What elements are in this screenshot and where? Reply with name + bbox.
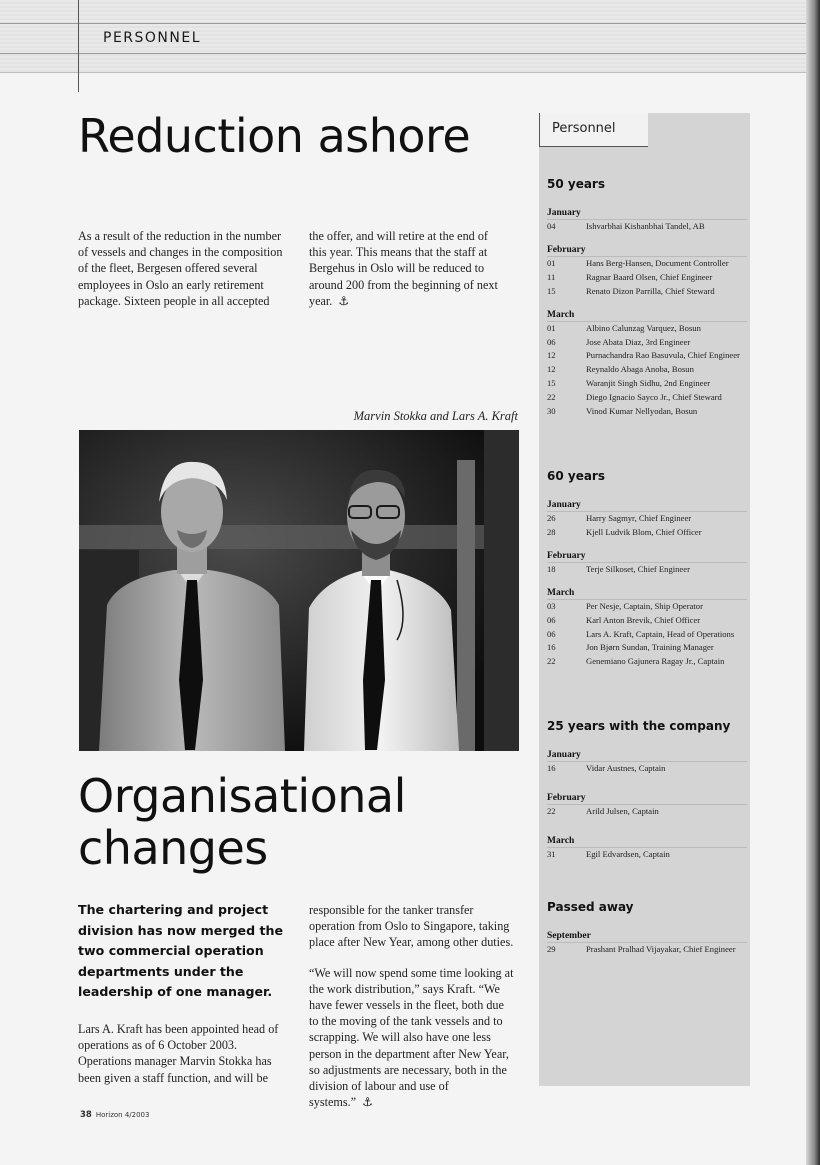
name: Terje Silkoset, Chief Engineer: [586, 563, 690, 574]
name: Albino Calunzag Varquez, Bosun: [586, 322, 701, 333]
day: 03: [547, 600, 556, 611]
sidebar-month: February: [547, 244, 586, 255]
sidebar-rows: [547, 256, 747, 299]
day: 30: [547, 406, 556, 417]
sidebar-rows: [547, 847, 747, 862]
list-item: [547, 563, 747, 577]
article1-column-1: [78, 228, 290, 323]
list-item: [547, 641, 747, 655]
day: 15: [547, 378, 556, 389]
sidebar-month: January: [547, 500, 581, 510]
list-item: [547, 285, 747, 299]
day: 26: [547, 513, 556, 523]
list-item: [547, 336, 747, 350]
sidebar-month: September: [547, 931, 591, 941]
list-item: [547, 655, 747, 669]
day: 12: [547, 350, 556, 361]
list-item: [547, 271, 747, 285]
sidebar-title: Personnel: [552, 121, 616, 136]
sidebar-section-heading: 60 years: [547, 469, 605, 483]
sidebar-rows: [547, 599, 747, 670]
article1-paragraph-2: the offer, and will retire at the end of this year. This means that the staff at Bergehus in Oslo will be reduced to around 200 from the beginning of next year. ⚓: [309, 229, 498, 308]
day: 06: [547, 628, 556, 639]
page-edge-shadow: [806, 0, 820, 1165]
sidebar-section-60-years: [547, 469, 747, 679]
header-rule-bottom: [0, 53, 806, 54]
name: Harry Sagmyr, Chief Engineer: [586, 513, 692, 523]
list-item: [547, 943, 747, 957]
list-item: [547, 762, 747, 776]
list-item: [547, 512, 747, 526]
day: 12: [547, 364, 556, 375]
sidebar-month: January: [547, 750, 581, 760]
list-item: [547, 257, 747, 271]
name: Jose Abata Diaz, 3rd Engineer: [586, 336, 691, 347]
sidebar-rows: [547, 219, 747, 234]
day: 11: [547, 271, 556, 282]
name: Renato Dizon Parrilla, Chief Steward: [586, 285, 715, 296]
sidebar-section-passed-away: [547, 900, 747, 967]
sidebar-month: February: [547, 550, 586, 561]
name: Reynaldo Abaga Anoba, Bosun: [586, 364, 694, 375]
photo-illustration: [79, 430, 519, 751]
list-item: [547, 614, 747, 628]
sidebar-section-heading: Passed away: [547, 900, 634, 914]
name: Vinod Kumar Nellyodan, Bosun: [586, 406, 698, 417]
header-rule-top: [0, 23, 806, 24]
day: 15: [547, 285, 556, 296]
sidebar-section-25-years: [547, 719, 747, 872]
sidebar-rows: [547, 562, 747, 577]
day: 29: [547, 944, 556, 954]
name: Purnachandra Rao Basuvula, Chief Engineer: [586, 350, 740, 361]
list-item: [547, 220, 747, 234]
sidebar-rows: [547, 511, 747, 540]
article2-paragraph-2: responsible for the tanker transfer operation from Oslo to Singapore, taking place after New Year, among other duties.: [309, 903, 514, 950]
sidebar-section-heading: 25 years with the company: [547, 719, 731, 733]
article2-lead: The chartering and project division has now merged the two commercial operation departments under the leadership of one manager.: [78, 902, 284, 999]
anchor-icon: ⚓: [338, 293, 350, 308]
day: 06: [547, 614, 556, 625]
name: Arild Julsen, Captain: [586, 805, 659, 816]
name: Per Nesje, Captain, Ship Operator: [586, 600, 703, 611]
day: 04: [547, 221, 556, 231]
name: Ragnar Baard Olsen, Chief Engineer: [586, 271, 713, 282]
name: Lars A. Kraft, Captain, Head of Operations: [586, 628, 735, 639]
sidebar-section-50-years: [547, 177, 747, 429]
day: 22: [547, 656, 556, 667]
day: 16: [547, 763, 556, 773]
day: 01: [547, 257, 556, 268]
name: Diego Ignacio Sayco Jr., Chief Steward: [586, 392, 722, 403]
issue-label: Horizon 4/2003: [95, 1111, 150, 1119]
list-item: [547, 391, 747, 405]
day: 28: [547, 526, 556, 537]
article2-paragraph-1: Lars A. Kraft has been appointed head of operations as of 6 October 2003. Operations manager Marvin Stokka has been given a staff function, and will be: [78, 1022, 279, 1085]
sidebar-month: January: [547, 208, 581, 218]
day: 06: [547, 336, 556, 347]
list-item: [547, 526, 747, 540]
article2-paragraph-3: “We will now spend some time looking at the work distribution,” says Kraft. “We have fewer vessels in the fleet, both due to the moving of the tank vessels and to scrapping. We will also have one less person in the department after New Year, so adjustments are necessary, both in the division of labour and use of systems.” ⚓: [309, 965, 514, 1110]
name: Egil Edvardsen, Captain: [586, 848, 670, 859]
list-item: [547, 600, 747, 614]
day: 31: [547, 848, 556, 859]
list-item: [547, 405, 747, 419]
article-title-organisational-changes: Organisational changes: [78, 769, 406, 875]
article1-paragraph-1: As a result of the reduction in the number of vessels and changes in the composition of the fleet, Bergesen offered several employees in Oslo an early retirement package. Sixteen people in all accepted: [78, 229, 283, 308]
photo-caption: Marvin Stokka and Lars A. Kraft: [353, 409, 518, 423]
day: 18: [547, 563, 556, 574]
day: 22: [547, 805, 556, 816]
article2-column-2: [309, 902, 514, 1124]
sidebar-month: March: [547, 587, 575, 598]
article-title-reduction: Reduction ashore: [78, 109, 471, 163]
article2-column-1: [78, 1021, 290, 1100]
name: Ishvarbhai Kishanbhai Tandel, AB: [586, 221, 705, 231]
day: 01: [547, 322, 556, 333]
sidebar-rows: [547, 942, 747, 957]
sidebar-month: March: [547, 835, 575, 846]
sidebar-title-box: [539, 113, 648, 147]
name: Karl Anton Brevik, Chief Officer: [586, 614, 701, 625]
anchor-icon: ⚓: [362, 1095, 373, 1110]
page-footer: [80, 1110, 149, 1120]
name: Waranjit Singh Sidhu, 2nd Engineer: [586, 378, 711, 389]
list-item: [547, 349, 747, 363]
list-item: [547, 848, 747, 862]
name: Prashant Pralhad Vijayakar, Chief Engineer: [586, 944, 736, 954]
name: Vidar Austnes, Captain: [586, 763, 666, 773]
list-item: [547, 322, 747, 336]
article1-column-2: [309, 228, 499, 323]
sidebar-rows: [547, 321, 747, 419]
list-item: [547, 628, 747, 642]
photo-two-men: [79, 430, 519, 751]
sidebar-month: March: [547, 309, 575, 320]
day: 16: [547, 642, 556, 653]
sidebar-rows: [547, 804, 747, 819]
name: Hans Berg-Hansen, Document Controller: [586, 257, 729, 268]
name: Genemiano Gajunera Ragay Jr., Captain: [586, 656, 725, 667]
sidebar-rows: [547, 761, 747, 776]
sidebar-section-heading: 50 years: [547, 177, 605, 191]
list-item: [547, 805, 747, 819]
section-label: PERSONNEL: [103, 30, 202, 46]
list-item: [547, 363, 747, 377]
header-vertical-rule: [78, 0, 79, 92]
sidebar-month: February: [547, 792, 586, 803]
personnel-sidebar: [539, 113, 750, 1086]
name: Jon Bjørn Sundan, Training Manager: [586, 642, 714, 653]
name: Kjell Ludvik Blom, Chief Officer: [586, 526, 702, 537]
list-item: [547, 377, 747, 391]
page-number: 38: [80, 1110, 92, 1120]
day: 22: [547, 392, 556, 403]
